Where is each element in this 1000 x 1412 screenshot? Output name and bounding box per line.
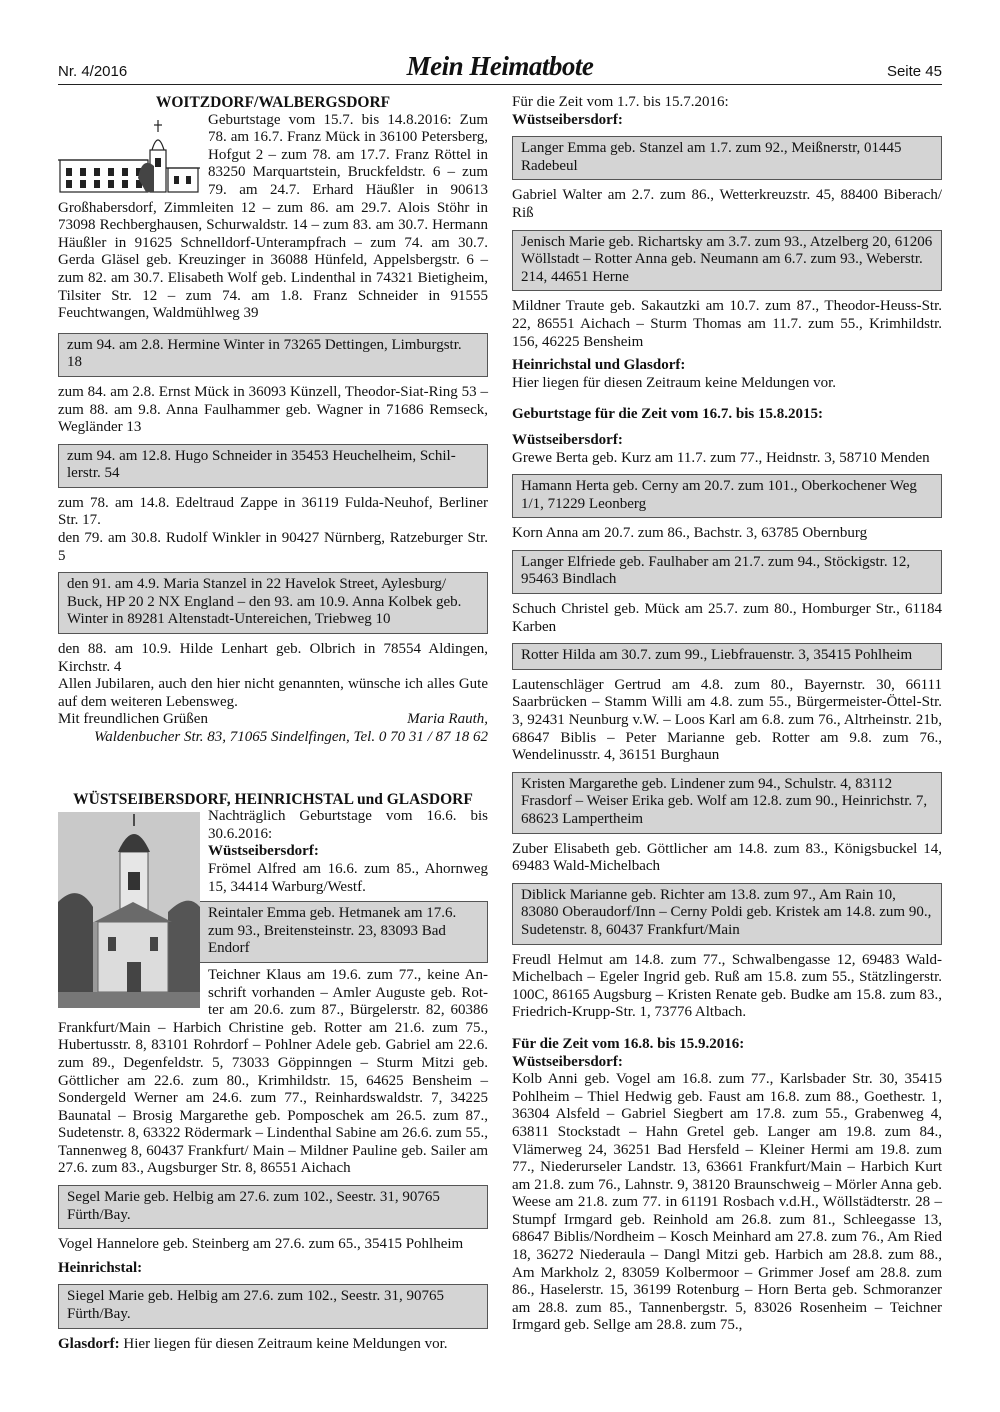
wue-paragraph-1: Frömel Alfred am 16.6. zum 85., Ahornweg 15, 34414 Warburg/Westf. bbox=[208, 860, 488, 895]
page-header bbox=[58, 50, 942, 85]
highlight-box-jenisch: Jenisch Marie geb. Richartsky am 3.7. zum 93., Atzelberg 20, 61206 Wöllstadt – Rotter Anna geb. Neumann am 6.7. zum 93., Weberstr. 214, 44651 Herne bbox=[512, 230, 942, 292]
left-column bbox=[58, 94, 488, 1353]
wue-intro: Nachträglich Geburtstage vom 16.6. bis 30.6.2016: bbox=[208, 808, 488, 842]
glasdorf-paragraph bbox=[58, 1336, 488, 1354]
signature-line bbox=[58, 711, 488, 729]
author-name: Maria Rauth, bbox=[407, 711, 488, 728]
section-title-woitzdorf: WOITZDORF/WALBERGSDORF bbox=[155, 94, 391, 111]
right-column bbox=[512, 94, 942, 1335]
birthdays-paragraph-3b: den 79. am 30.8. Rudolf Winkler in 90427 Nürnberg, Ratzeburger Str. 5 bbox=[58, 530, 488, 564]
vogel-paragraph: Vogel Hannelore geb. Steinberg am 27.6. zum 65., 35415 Pohlheim bbox=[58, 1236, 464, 1253]
schuch-paragraph: Schuch Christel geb. Mück am 25.7. zum 80., Homburger Str., 61184 Karben bbox=[512, 601, 942, 635]
highlight-box-rotter-hilda: Rotter Hilda am 30.7. zum 99., Liebfrauenstr. 3, 35415 Pohlheim bbox=[512, 643, 942, 670]
highlight-box-diblick: Diblick Marianne geb. Richter am 13.8. zum 97., Am Rain 10, 83080 Oberaudorf/Inn – Cerny Poldi geb. Kristek am 14.8. zum 90., Sudetenstr. 8, 60437 Frankfurt/Main bbox=[512, 883, 942, 945]
zuber-paragraph: Zuber Elisabeth geb. Göttlicher am 14.8. zum 83., Königsbuckel 14, 69483 Wald-Michelbach bbox=[512, 840, 942, 875]
wue-subheading-2: Wüstseibersdorf: bbox=[512, 431, 623, 448]
birthdays-paragraph-4: den 88. am 10.9. Hilde Lenhart geb. Olbrich in 78554 Aldingen, Kirchstr. 4 bbox=[58, 641, 488, 675]
highlight-box-hamann: Hamann Herta geb. Cerny am 20.7. zum 101., Oberkochener Weg 1/1, 71229 Leonberg bbox=[512, 474, 942, 518]
kolb-paragraph: Kolb Anni geb. Vogel am 16.8. zum 77., Karlsbader Str. 30, 35415 Pohlheim – Thiel Hedwig geb. Faust am 16.8. zum 88., Goethestr. 1, 36304 Alsfeld – Gabriel Siegbert am 17.8. zum 55., Grabenweg 4, 63811 Stockstadt – Hahn Gretel geb. Langer am 19.8. zum 84., Vlämerweg 24, 36251 Bad Hersfeld – Kleiner Hermi am 19.8. zum 77., Niederurseler Landstr. 13, 63661 Frankfurt/Main – Harbich Kurt am 21.8. zum 76., Lahnstr. 9, 38120 Braunschweig – Mörler Anna geb. Weese am 21.8. zum 77. in 61191 Rosbach v.d.H., Wöllstädterstr. 28 – Stumpf Irmgard geb. Reinhold am 26.8. zum 81., Schleegasse 13, 68647 Biblis/Nordheim – Kosch Meinhard am 27.8. zum 76., Am Ried 18, 36272 Niederaula – Dangl Mitzi geb. Harbich am 28.8. zum 88., Am Markholz 2, 83059 Kolbermoor – Grimmer Josef am 28.8. zum 86., Haselerstr. 15, 36199 Rotenburg – Horn Berta geb. Schmoranzer am 28.8. zum 85., Tannenbergstr. 5, 83026 Rosenheim – Teichner Irmgard geb. Sellge am 28.8. zum 75., bbox=[512, 1071, 942, 1334]
lautenschlaeger-paragraph: Lautenschläger Gertrud am 4.8. zum 80., Bayernstr. 30, 66111 Saarbrücken – Stamm Willi am 4.8. zum 55., Bürgermeister-Öttel-Str. 3, 92431 Neunburg v.W. – Loos Karl am 6.8. zum 76., Altrheinstr. 21b, 68647 Biblis – Peter Marianne geb. Rotter am 9.8. zum 76., Wendelinusstr. 4, 36151 Burghaun bbox=[512, 676, 942, 764]
wue-subheading-3: Wüstseibersdorf: bbox=[512, 1053, 623, 1070]
section-title-wuestseibersdorf: WÜSTSEIBERSDORF, HEINRICHSTAL und GLASDORF bbox=[73, 790, 473, 808]
no-reports-text: Hier liegen für diesen Zeitraum keine Meldungen vor. bbox=[512, 374, 837, 391]
village-church-illustration bbox=[58, 116, 200, 194]
masthead-title: Mein Heimatbote bbox=[406, 51, 594, 81]
highlight-box-winter: zum 94. am 2.8. Hermine Winter in 73265 Dettingen, Limburgstr. 18 bbox=[58, 333, 488, 377]
highlight-box-langer-elfriede: Langer Elfriede geb. Faulhaber am 21.7. zum 94., Stöckigstr. 12, 95463 Bindlach bbox=[512, 550, 942, 594]
mildner-paragraph: Mildner Traute geb. Sakautzki am 10.7. zum 87., Theodor-Heuss-Str. 22, 86551 Aichach – Sturm Thomas am 11.7. zum 55., Krimhildstr. 156, 46225 Bensheim bbox=[512, 298, 942, 350]
church-photo bbox=[58, 812, 200, 1008]
issue-number: Nr. 4/2016 bbox=[58, 63, 128, 80]
glasdorf-label: Glasdorf: bbox=[58, 1335, 120, 1352]
wue-paragraph-2: Teichner Klaus am 19.6. zum 77., keine Anschrift vorhanden – Amler Auguste geb. Rotter am 20.6. zum 87., Bürgelerstr. 82, 60386 Frankfurt/Main – Harbich Christine geb. Rotter am 21.6. zum 75., Hubertusstr. 8, 83101 Rohrdorf – Pohlner Adele geb. Gabriel am 22.6. zum 89., Degenfeldstr. 5, 73033 Göppinngen – Sturm Mitzi geb. Göttlicher am 22.6. zum 80., Krimhildstr. 15, 64625 Bensheim – Sondergeld Werner am 24.6. zum 77., Reinhardswaldstr. 7, 34225 Baunatal – Brosig Margarethe geb. Pomposchek am 26.5. zum 87., Sudetenstr. 8, 63322 Rödermark – Lindenthal Sabine am 26.6. zum 55., Tannenweg 8, 60437 Frankfurt/ Main – Mildner Pauline geb. Sailer am 27.6. zum 83., Augsburger Str. 8, 86551 Aichach bbox=[58, 966, 488, 1177]
highlight-box-schneider: zum 94. am 12.8. Hugo Schneider in 35453 Heuchelheim, Schillerstr. 54 bbox=[58, 444, 488, 488]
grewe-paragraph: Grewe Berta geb. Kurz am 11.7. zum 77., Heidnstr. 3, 58710 Menden bbox=[512, 449, 930, 466]
wue-subheading-1: Wüstseibersdorf: bbox=[512, 111, 623, 128]
korn-paragraph: Korn Anna am 20.7. zum 86., Bachstr. 3, 63785 Obernburg bbox=[512, 525, 868, 542]
highlight-box-segel: Segel Marie geb. Helbig am 27.6. zum 102., Seestr. 31, 90765 Fürth/Bay. bbox=[58, 1185, 488, 1229]
period-heading-1: Für die Zeit vom 1.7. bis 15.7.2016: bbox=[512, 94, 729, 110]
gabriel-paragraph: Gabriel Walter am 2.7. zum 86., Wetterkreuzstr. 45, 88400 Biberach/ Riß bbox=[512, 187, 942, 221]
highlight-box-langer-emma: Langer Emma geb. Stanzel am 1.7. zum 92., Meißnerstr, 01445 Radebeul bbox=[512, 136, 942, 180]
birthdays-paragraph-3a: zum 78. am 14.8. Edeltraud Zappe in 36119 Fulda-Neuhof, Berliner Str. 17. bbox=[58, 494, 488, 529]
period-heading-3: Für die Zeit vom 16.8. bis 15.9.2016: bbox=[512, 1035, 745, 1052]
highlight-box-kristen: Kristen Margarethe geb. Lindener zum 94., Schulstr. 4, 83112 Frasdorf – Weiser Erika geb. Wolf am 12.8. zum 90., Heinrichstr. 7, 68623 Lampertheim bbox=[512, 772, 942, 834]
wishes-paragraph: Allen Jubilaren, auch den hier nicht genannten, wünsche ich alles Gute auf dem weiteren Lebensweg. bbox=[58, 676, 488, 710]
heinrichstal-heading: Heinrichstal: bbox=[58, 1259, 143, 1276]
woitzdorf-birthdays-text: Geburtstage vom 15.7. bis 14.8.2016: Zum 78. am 16.7. Franz Mück in 36100 Petersberg, Hofgut 2 – zum 78. am 17.7. Franz Röttel in 83250 Marquartstein, Bruckfeldstr. 6 – zum 79. am 24.7. Erhard Häußler in 90613 Großhabersdorf, Zimmleiten 12 – zum 86. am 29.7. Alois Stöhr in 73098 Rechberghausen, Schurwaldstr. 14 – zum 83. am 30.7. Hermann Häußler in 91625 Schnelldorf-Unterampfrach – zum 74. am 30.7. Gerda Gläsel geb. Kreuzinger in 36088 Hünfeld, Appelsbergstr. 6 – zum 82. am 30.7. Elisabeth Wolf geb. Lindenthal in 74321 Bietigheim, Tilsiter Str. 12 – zum 74. am 1.8. Franz Schneider in 91555 Feuchtwangen, Waldmühlweg 39 bbox=[58, 111, 488, 322]
wue-subheading: Wüstseibersdorf: bbox=[208, 843, 319, 860]
birthdays-paragraph-2: zum 84. am 2.8. Ernst Mück in 36093 Künzell, Theodor-Siat-Ring 53 – zum 88. am 9.8. Anna Faulhammer geb. Wagner in 71686 Remseck, Wegländer 13 bbox=[58, 383, 488, 436]
freudl-paragraph: Freudl Helmut am 14.8. zum 77., Schwalbengasse 12, 69483 Wald-Michelbach – Egeler Ingrid geb. Ruß am 15.8. zum 55., Stätzlingerstr. 100C, 86165 Augsburg – Kristen Renate geb. Budke am 15.8. zum 83., Friedrich-Krupp-Str. 1, 73776 Altbach. bbox=[512, 951, 942, 1021]
highlight-box-siegel: Siegel Marie geb. Helbig am 27.6. zum 102., Seestr. 31, 90765 Fürth/Bay. bbox=[58, 1284, 488, 1328]
highlight-box-reintaler: Reintaler Emma geb. Hetmanek am 17.6. zum 93., Breitensteinstr. 23, 83093 Bad Endorf bbox=[198, 901, 488, 963]
period-heading-2: Geburtstage für die Zeit vom 16.7. bis 15.8.2015: bbox=[512, 406, 823, 423]
author-address: Waldenbucher Str. 83, 71065 Sindelfingen, Tel. 0 70 31 / 87 18 62 bbox=[94, 729, 488, 745]
highlight-box-stanzel: den 91. am 4.9. Maria Stanzel in 22 Havelok Street, Aylesburg/ Buck, HP 20 2 NX England – den 93. am 10.9. Anna Kolbek geb. Winter in 89281 Altenstadt-Untereichen, Triebweg 10 bbox=[58, 572, 488, 634]
heinrichstal-glasdorf-heading: Heinrichstal und Glasdorf: bbox=[512, 357, 686, 374]
page-number: Seite 45 bbox=[886, 63, 942, 80]
greeting: Mit freundlichen Grüßen bbox=[58, 711, 208, 728]
glasdorf-text: Hier liegen für diesen Zeitraum keine Meldungen vor. bbox=[119, 1335, 448, 1352]
